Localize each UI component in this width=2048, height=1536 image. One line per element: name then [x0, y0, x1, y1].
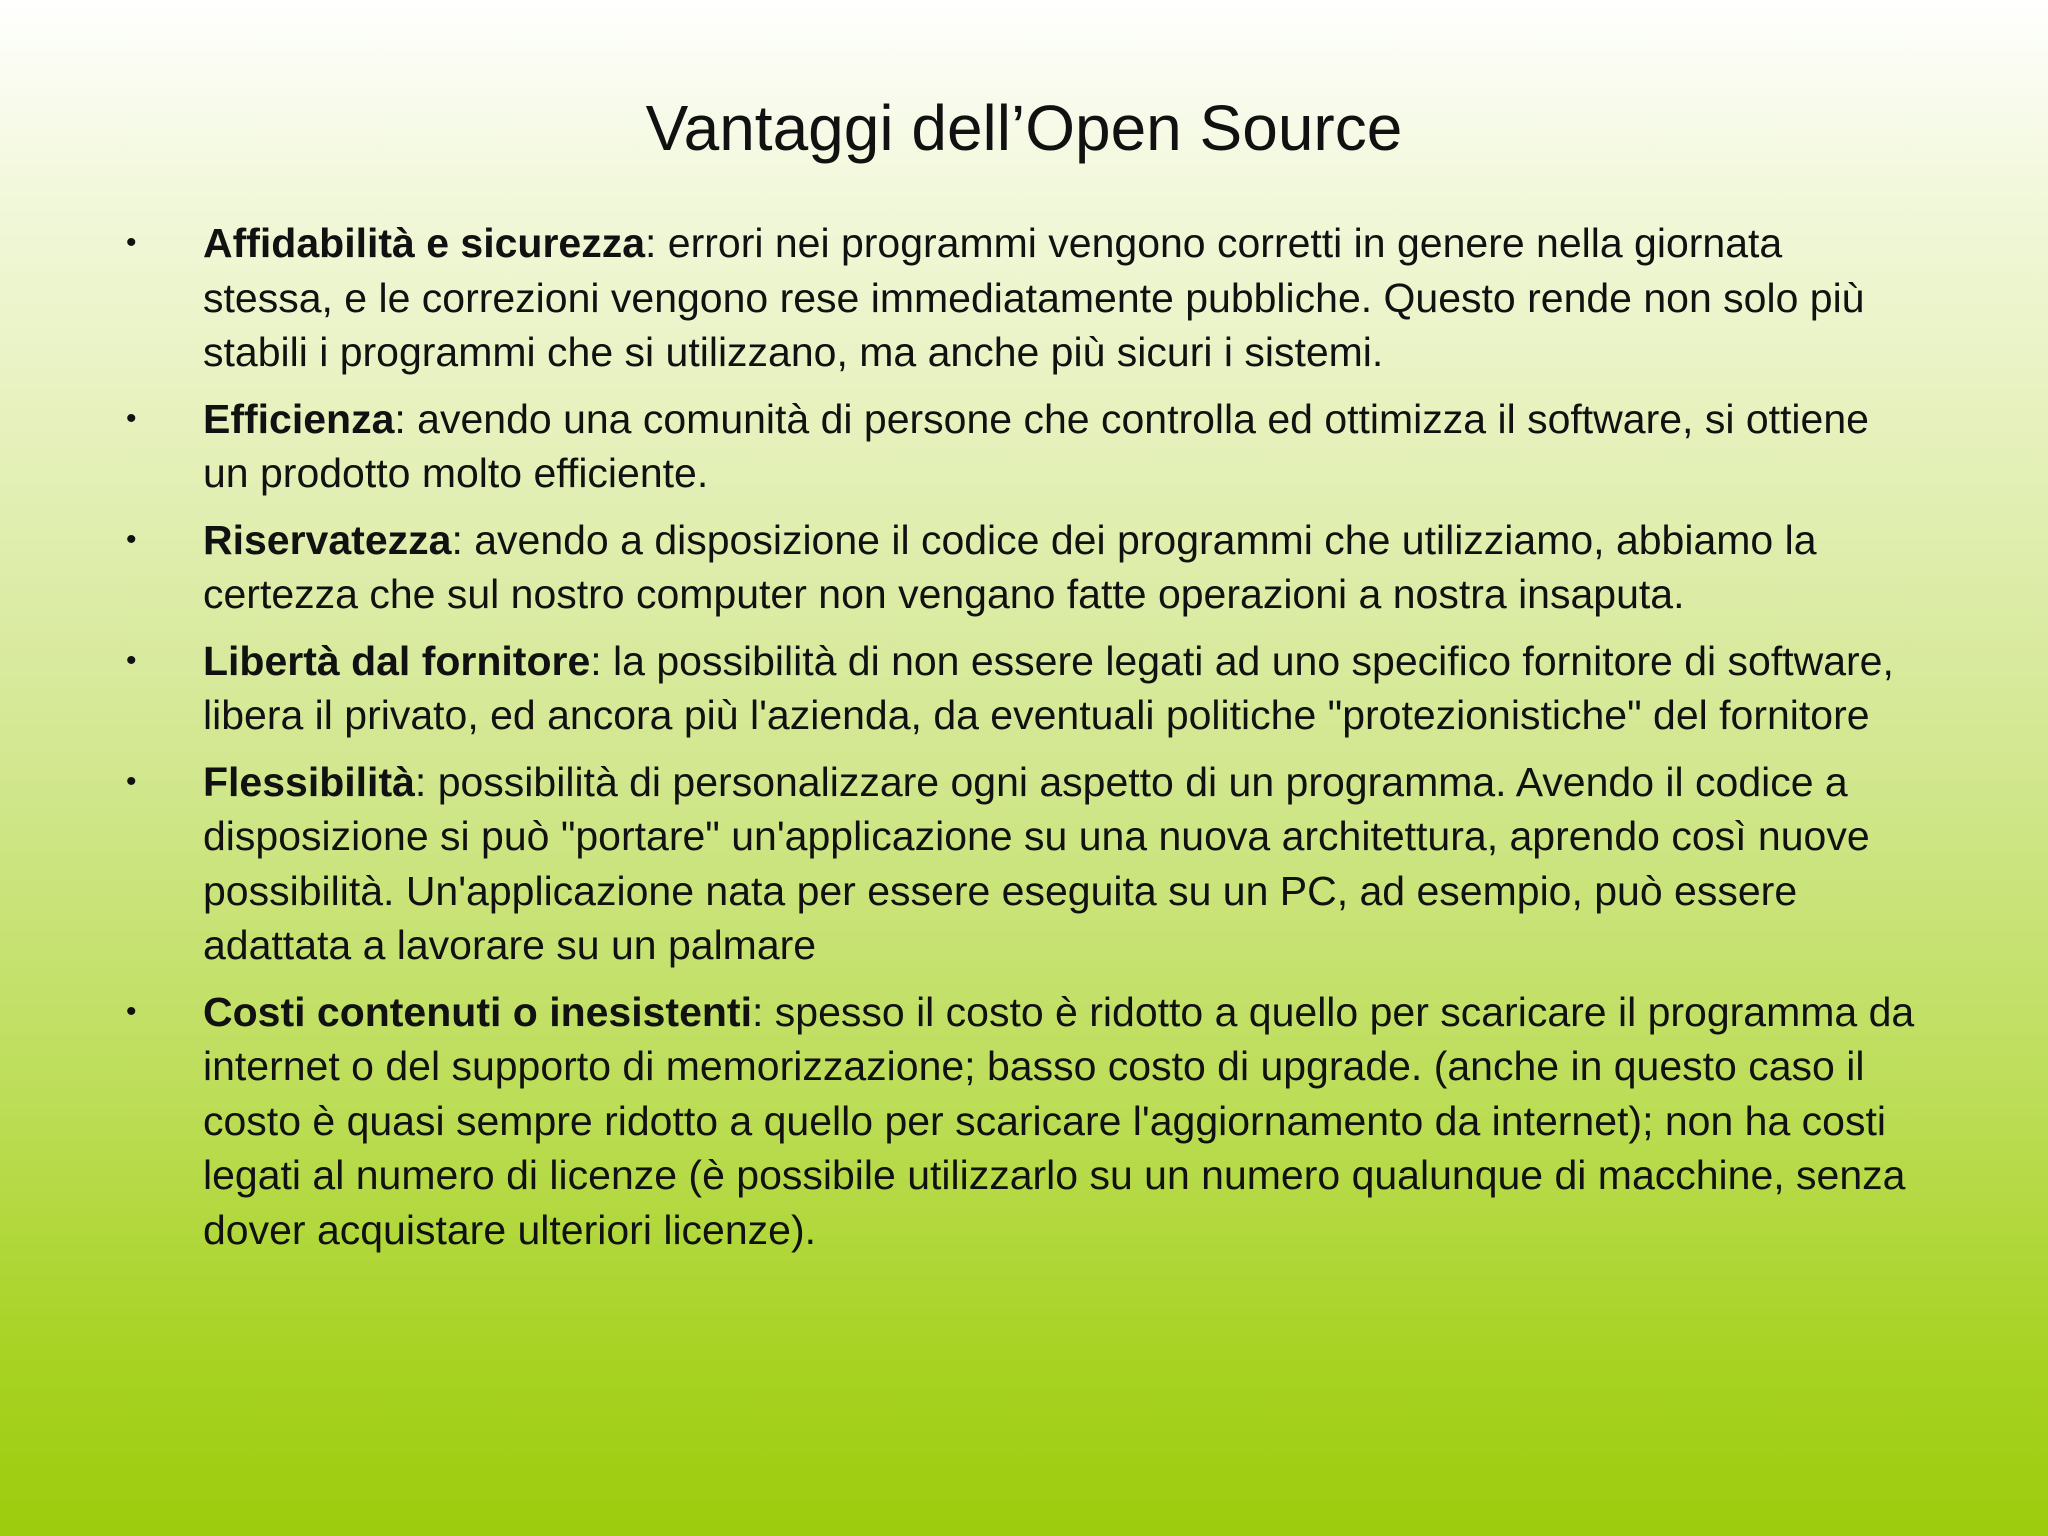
bullet-icon: • — [126, 522, 137, 556]
bullet-icon: • — [126, 764, 137, 798]
bullet-term: Flessibilità — [203, 758, 415, 805]
bullet-item — [120, 513, 1920, 622]
bullet-item — [120, 634, 1920, 743]
bullet-term: Affidabilità e sicurezza — [203, 220, 646, 266]
bullet-item — [120, 985, 1920, 1258]
bullet-term: Libertà dal fornitore — [203, 637, 591, 684]
bullet-item — [120, 392, 1920, 501]
bullet-item — [120, 216, 1920, 380]
bullet-icon: • — [126, 643, 137, 677]
bullet-item — [120, 755, 1920, 973]
bullet-text: : spesso il costo è ridotto a quello per scaricare il programma da internet o del supporto di memorizzazione; basso costo di upgrade. (anche in questo caso il costo è quasi sempre ridotto a quello per scaricare l'aggiornamento da internet); non ha costi legati al numero di licenze (è possibile utilizzarlo su un numero qualunque di macchine, senza dover acquistare ulteriori licenze). — [203, 988, 1915, 1253]
bullet-icon: • — [126, 401, 137, 435]
bullet-text: : la possibilità di non essere legati ad uno specifico fornitore di software, libera il privato, ed ancora più l'azienda, da eventuali politiche "protezionistiche" del fornitore — [203, 637, 1894, 738]
bullet-list — [120, 216, 1920, 1269]
bullet-term: Efficienza — [203, 395, 395, 442]
slide-title: Vantaggi dell’Open Source — [645, 92, 1403, 164]
bullet-text: : avendo una comunità di persone che controlla ed ottimizza il software, si ottiene un prodotto molto efficiente. — [203, 395, 1869, 496]
bullet-term: Costi contenuti o inesistenti — [203, 988, 752, 1035]
bullet-text: : possibilità di personalizzare ogni aspetto di un programma. Avendo il codice a disposizione si può "portare" un'applicazione su una nuova architettura, aprendo così nuove possibilità. Un'applicazione nata per essere eseguita su un PC, ad esempio, può essere adattata a lavorare su un palmare — [203, 758, 1870, 968]
bullet-icon: • — [126, 226, 137, 259]
bullet-text: : errori nei programmi vengono corretti in genere nella giornata stessa, e le correzioni vengono rese immediatamente pubbliche. Questo rende non solo più stabili i programmi che si utilizzano, ma anche più sicuri i sistemi. — [203, 220, 1865, 375]
bullet-term: Riservatezza — [203, 516, 452, 563]
bullet-icon: • — [126, 994, 137, 1028]
bullet-text: : avendo a disposizione il codice dei programmi che utilizziamo, abbiamo la certezza che sul nostro computer non vengano fatte operazioni a nostra insaputa. — [203, 516, 1817, 617]
